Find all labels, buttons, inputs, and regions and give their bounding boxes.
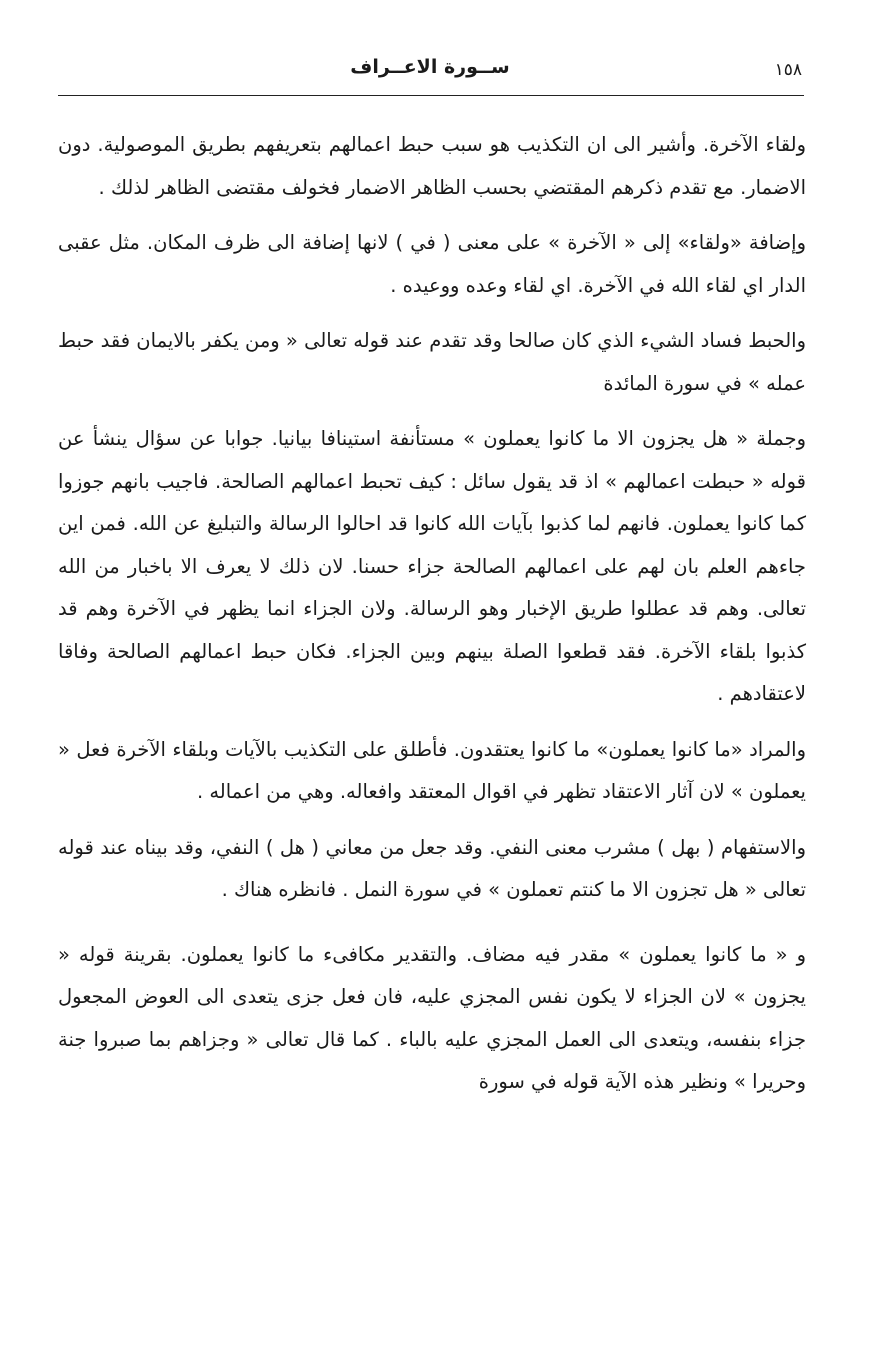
- running-header: [58, 52, 802, 92]
- surah-title: ســورة الاعــراف: [350, 56, 510, 78]
- header-rule: [58, 95, 804, 96]
- paragraph-3: والحبط فساد الشيء الذي كان صالحا وقد تقدم عند قوله تعالى « ومن يكفر بالايمان فقد حبط عمله » في سورة المائدة: [58, 329, 806, 395]
- paragraph-6: والاستفهام ( بهل ) مشرب معنى النفي. وقد جعل من معاني ( هل ) النفي، وقد بيناه عند قوله تعالى « هل تجزون الا ما كنتم تعملون » في سورة النمل . فانظره هناك .: [58, 835, 806, 901]
- paragraph-7: و « ما كانوا يعملون » مقدر فيه مضاف. والتقدير مكافىء ما كانوا يعملون. بقرينة قوله « يجزون » لان الجزاء لا يكون نفس المجزي عليه، فان فعل جزى يتعدى الى العوض المجعول جزاء بنفسه، ويتعدى الى العمل المجزي عليه بالباء . كما قال تعالى « وجزاهم بما صبروا جنة وحريرا » ونظير هذه الآية قوله في سورة: [58, 942, 806, 1093]
- page-number: ١٥٨: [774, 60, 802, 80]
- paragraph-5: والمراد «ما كانوا يعملون» ما كانوا يعتقدون. فأطلق على التكذيب بالآيات وبلقاء الآخرة فعل « يعملون » لان آثار الاعتقاد تظهر في اقوال المعتقد وافعاله. وهي من اعماله .: [58, 737, 806, 803]
- body-text: [58, 124, 806, 1104]
- paragraph-4: وجملة « هل يجزون الا ما كانوا يعملون » مستأنفة استينافا بيانيا. جوابا عن سؤال ينشأ عن قوله « حبطت اعمالهم » اذ قد يقول سائل : كيف تحبط اعمالهم الصالحة. فاجيب بانهم جوزوا كما كانوا يعملون. فانهم لما كذبوا بآيات الله كانوا قد احالوا الرسالة والتبليغ عن الله. فمن اين جاءهم العلم بان لهم على اعمالهم الصالحة جزاء حسنا. لان ذلك لا يعرف الا باخبار من الله تعالى. وهم قد عطلوا طريق الإخبار وهو الرسالة. ولان الجزاء انما يظهر في الآخرة وهم قد كذبوا بلقاء الآخرة. فقد قطعوا الصلة بينهم وبين الجزاء. فكان حبط اعمالهم الصالحة وفاقا لاعتقادهم .: [58, 427, 806, 705]
- paragraph-2: وإضافة «ولقاء» إلى « الآخرة » على معنى ( في ) لانها إضافة الى ظرف المكان. مثل عقبى الدار اي لقاء الله في الآخرة. اي لقاء وعده ووعيده .: [58, 231, 806, 297]
- paragraph-1: ولقاء الآخرة. وأشير الى ان التكذيب هو سبب حبط اعمالهم بتعريفهم بطريق الموصولية. دون الاضمار. مع تقدم ذكرهم المقتضي بحسب الظاهر الاضمار فخولف مقتضى الظاهر لذلك .: [58, 133, 806, 199]
